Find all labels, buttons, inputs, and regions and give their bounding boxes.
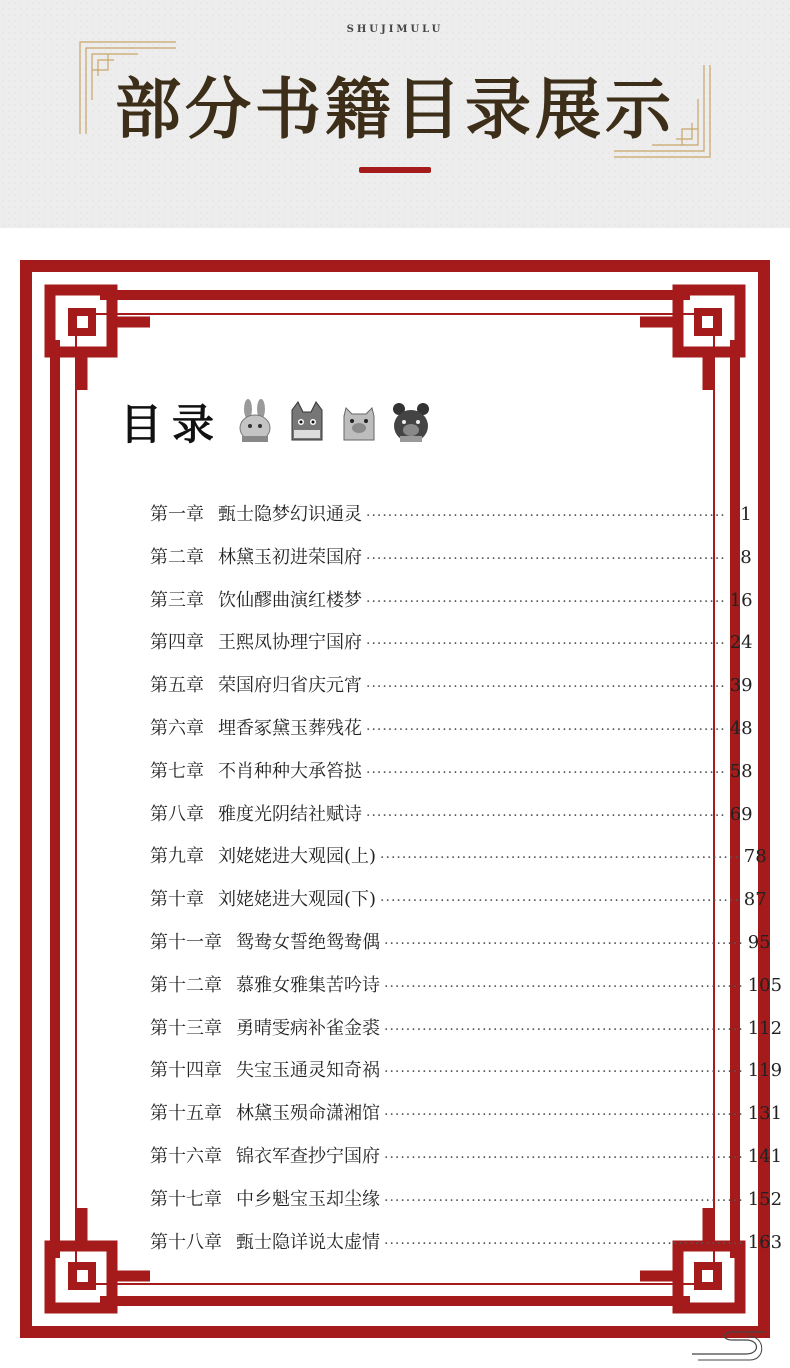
toc-chapter-number: 第十三章 (150, 1017, 222, 1039)
toc-chapter-title: 荣国府归省庆元宵 (218, 675, 362, 697)
toc-chapter-number: 第十七章 (150, 1188, 222, 1210)
toc-page-number: 1 (740, 504, 752, 525)
toc-page-number: 69 (729, 803, 753, 825)
toc-entry (150, 1228, 783, 1271)
toc-chapter-number: 第七章 (150, 760, 204, 782)
toc-dot-leader: ·································································· (384, 1064, 744, 1081)
toc-page-number: 8 (740, 546, 752, 568)
toc-page-number: 39 (729, 675, 753, 697)
toc-entry (150, 885, 767, 928)
toc-entry (150, 757, 753, 800)
cat-icon (286, 400, 328, 444)
toc-entry (150, 971, 783, 1014)
toc-chapter-title: 甄士隐梦幻识通灵 (218, 504, 362, 525)
toc-dot-leader: ·································································· (384, 1107, 744, 1124)
toc-page-number: 16 (729, 589, 753, 611)
toc-page-number: 105 (747, 974, 783, 996)
toc-chapter-title: 王熙凤协理宁国府 (218, 632, 362, 654)
toc-page-number: 131 (747, 1103, 783, 1125)
toc-page-number: 163 (747, 1231, 783, 1253)
toc-dot-leader: ·································································· (366, 721, 726, 738)
toc-page-number: 152 (747, 1188, 783, 1210)
toc-entry (150, 500, 752, 543)
toc-dot-leader: ·································································· (366, 679, 726, 696)
toc-chapter-title: 林黛玉殒命潇湘馆 (236, 1103, 380, 1125)
toc-chapter-title: 勇晴雯病补雀金裘 (236, 1017, 380, 1039)
toc-entry (150, 714, 753, 757)
toc-entry (150, 1185, 783, 1228)
toc-chapter-title: 不肖种种大承笞挞 (218, 760, 362, 782)
toc-chapter-title: 埋香冢黛玉葬残花 (218, 717, 362, 739)
toc-chapter-title: 甄士隐详说太虚情 (236, 1231, 380, 1253)
toc-dot-leader: ·································································· (384, 1235, 744, 1252)
toc-chapter-number: 第四章 (150, 632, 204, 654)
toc-entry (150, 800, 753, 843)
toc-entry (150, 543, 752, 586)
toc-entry (150, 928, 771, 971)
pig-icon (338, 400, 380, 444)
toc-chapter-title: 鸳鸯女誓绝鸳鸯偶 (236, 931, 380, 953)
toc-entry (150, 1056, 783, 1099)
toc-chapter-number: 第五章 (150, 675, 204, 697)
toc-chapter-number: 第十二章 (150, 974, 222, 996)
toc-chapter-number: 第八章 (150, 803, 204, 825)
page-header (0, 0, 790, 228)
toc-page-number: 24 (729, 632, 753, 654)
toc-dot-leader: ·································································· (380, 893, 740, 910)
toc-page-number: 112 (747, 1017, 783, 1039)
toc-entry (150, 671, 753, 714)
toc-chapter-title: 刘姥姥进大观园(上) (218, 846, 377, 868)
toc-chapter-title: 刘姥姥进大观园(下) (218, 889, 377, 911)
toc-dot-leader: ·································································· (384, 1192, 744, 1209)
toc-heading-text: 目录 (120, 400, 225, 449)
toc-page-number: 58 (729, 760, 753, 782)
toc-entry (150, 628, 753, 671)
toc-chapter-title: 失宝玉通灵知奇祸 (236, 1060, 380, 1082)
toc-entry (150, 1014, 783, 1057)
toc-chapter-number: 第一章 (150, 504, 204, 525)
toc-page-number: 95 (747, 931, 771, 953)
toc-chapter-number: 第九章 (150, 846, 204, 868)
ribbon-ornament-icon (688, 1330, 768, 1364)
toc-page-number: 78 (743, 846, 767, 868)
toc-chapter-number: 第三章 (150, 589, 204, 611)
header-subtitle: SHUJIMULU (346, 24, 444, 35)
toc-dot-leader: ·································································· (366, 807, 726, 824)
toc-page-number: 87 (743, 889, 767, 911)
toc-page-number: 141 (747, 1145, 783, 1167)
title-underline (359, 167, 431, 173)
toc-dot-leader: ·································································· (380, 850, 740, 867)
toc-dot-leader: ·································································· (366, 508, 726, 524)
toc-list (150, 500, 783, 1270)
toc-chapter-title: 林黛玉初进荣国府 (218, 546, 362, 568)
toc-chapter-number: 第十章 (150, 889, 204, 911)
toc-chapter-number: 第十八章 (150, 1231, 222, 1253)
rabbit-icon (234, 400, 276, 444)
toc-chapter-title: 中乡魁宝玉却尘缘 (236, 1188, 380, 1210)
toc-dot-leader: ·································································· (384, 1021, 744, 1038)
toc-entry (150, 1142, 783, 1185)
toc-dot-leader: ·································································· (366, 764, 726, 781)
toc-chapter-number: 第十一章 (150, 931, 222, 953)
toc-chapter-number: 第十六章 (150, 1145, 222, 1167)
toc-heading (120, 392, 432, 452)
toc-dot-leader: ·································································· (366, 593, 726, 610)
toc-chapter-title: 雅度光阴结社赋诗 (218, 803, 362, 825)
toc-entry (150, 1099, 783, 1142)
toc-page-number: 48 (729, 717, 753, 739)
toc-entry (150, 586, 753, 629)
toc-dot-leader: ·································································· (384, 935, 744, 952)
toc-dot-leader: ·································································· (366, 550, 726, 567)
toc-dot-leader: ·································································· (384, 1149, 744, 1166)
toc-dot-leader: ·································································· (384, 978, 744, 995)
toc-chapter-title: 饮仙醪曲演红楼梦 (218, 589, 362, 611)
toc-chapter-number: 第十四章 (150, 1060, 222, 1082)
toc-chapter-number: 第十五章 (150, 1103, 222, 1125)
toc-chapter-number: 第二章 (150, 546, 204, 568)
toc-page-number: 119 (747, 1060, 783, 1082)
page-title: 部分书籍目录展示 (115, 70, 675, 148)
toc-chapter-title: 慕雅女雅集苦吟诗 (236, 974, 380, 996)
toc-chapter-title: 锦衣军查抄宁国府 (236, 1145, 380, 1167)
toc-chapter-number: 第六章 (150, 717, 204, 739)
bear-icon (390, 400, 432, 444)
toc-dot-leader: ·································································· (366, 636, 726, 653)
toc-entry (150, 842, 767, 885)
